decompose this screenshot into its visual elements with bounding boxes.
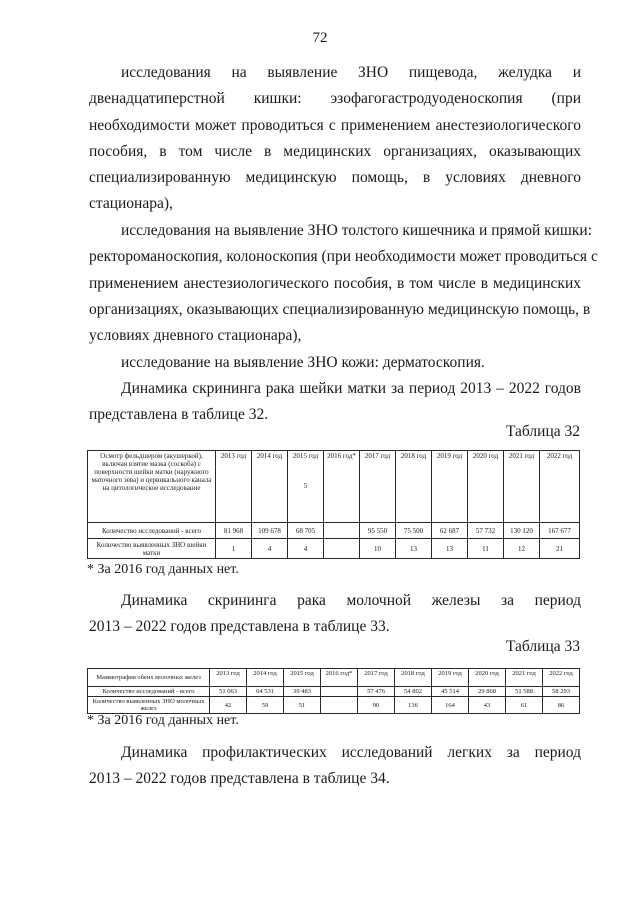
text-line: ректороманоскопия, колоноскопия (при необходимости может проводиться с: [89, 248, 598, 266]
table33-year: 2014 год: [247, 669, 284, 687]
table33-year: 2021 год: [506, 669, 543, 687]
table-cell: 61: [506, 697, 543, 714]
table33-footnote: * За 2016 год данных нет.: [87, 713, 239, 728]
table-cell: [324, 539, 360, 559]
text-line: необходимости может проводиться с применением анестезиологического: [89, 116, 581, 134]
paragraph-colon: [89, 218, 598, 349]
table-cell: 130 120: [504, 523, 540, 539]
table32-header-row: [88, 451, 580, 523]
table32-footnote: * За 2016 год данных нет.: [87, 562, 239, 577]
table-row: [88, 539, 580, 559]
table-cell: 4: [288, 539, 324, 559]
table33-caption: Таблица 33: [505, 638, 580, 655]
text-line: специализированную медицинскую помощь, в условиях дневного: [89, 169, 581, 187]
text-line: исследования на выявление ЗНО пищевода, желудка и: [121, 64, 581, 81]
table-cell: 75 500: [396, 523, 432, 539]
table-cell: 95 550: [360, 523, 396, 539]
table-cell: 86: [543, 697, 580, 714]
table-row: [88, 687, 580, 697]
table33-row-label: Количество исследований - всего: [88, 687, 210, 697]
table-cell: 4: [252, 539, 288, 559]
table32-year: 2017 год: [360, 451, 396, 523]
table-cell: 39 483: [284, 687, 321, 697]
paragraph-cervical-intro: [89, 376, 581, 429]
text-line: 2013 – 2022 годов представлена в таблице 34.: [89, 770, 390, 788]
table33-header-label: Маммография обеих молочных желез: [88, 669, 210, 687]
table-cell: 11: [468, 539, 504, 559]
text-line: организациях, оказывающих специализированную медицинскую помощь, в: [89, 300, 591, 318]
table-cell: 90: [358, 697, 395, 714]
text-line: исследования на выявление ЗНО толстого кишечника и прямой кишки:: [121, 222, 593, 239]
table-row: [88, 523, 580, 539]
table-cell: [321, 687, 358, 697]
table-cell: 51: [284, 697, 321, 714]
table33: [87, 668, 580, 714]
table-cell: [324, 523, 360, 539]
table32: [87, 450, 580, 559]
table32-year: 2019 год: [432, 451, 468, 523]
table-cell: 59: [247, 697, 284, 714]
table33-year: 2022 год: [543, 669, 580, 687]
table33-year: 2015 год: [284, 669, 321, 687]
table32-year: 2013 год: [216, 451, 252, 523]
table-cell: 43: [469, 697, 506, 714]
table32-header-label: Осмотр фельдшером (акушеркой), включая взятие мазка (соскоба) с поверхности шейки матки (наружного маточного зева) и цервикального канала на цитологическое исследование: [88, 451, 216, 523]
table-cell: 68 705: [288, 523, 324, 539]
table32-row-label: Количество выявленных ЗНО шейки матки: [88, 539, 216, 559]
text-line: стационара),: [89, 195, 173, 213]
paragraph-breast-intro: [89, 588, 581, 641]
table32-year: 2021 год: [504, 451, 540, 523]
table-cell: 13: [396, 539, 432, 559]
text-line: исследование на выявление ЗНО кожи: дерматоскопия.: [121, 354, 485, 371]
table-row: [88, 697, 580, 714]
paragraph-lungs-intro: [89, 740, 581, 793]
table-cell: 57 476: [358, 687, 395, 697]
table32-year: 2016 год*: [324, 451, 360, 523]
table-cell: 54 802: [395, 687, 432, 697]
text-line: двенадцатиперстной кишки: эзофагогастродуоденоскопия (при: [89, 90, 581, 108]
table-cell: 10: [360, 539, 396, 559]
table32-mark: 5: [303, 482, 308, 490]
table-cell: 29 868: [469, 687, 506, 697]
table-cell: 164: [432, 697, 469, 714]
table-cell: 167 677: [540, 523, 580, 539]
table32-year-label: 2015 год: [292, 452, 319, 460]
table33-year: 2013 год: [210, 669, 247, 687]
table-cell: 57 732: [468, 523, 504, 539]
table-cell: 21: [540, 539, 580, 559]
table32-year: 2014 год: [252, 451, 288, 523]
table32-year: 2022 год: [540, 451, 580, 523]
table-cell: 109 678: [252, 523, 288, 539]
table33-year: 2020 год: [469, 669, 506, 687]
text-line: Динамика скрининга рака молочной железы за период: [121, 592, 581, 609]
table33-year: 2016 год*: [321, 669, 358, 687]
table33-header-row: [88, 669, 580, 687]
table32-caption: Таблица 32: [505, 423, 580, 440]
table-cell: 45 514: [432, 687, 469, 697]
text-line: пособия, в том числе в медицинских организациях, оказывающих: [89, 142, 581, 160]
text-line: представлена в таблице 32.: [89, 406, 269, 424]
table33-year: 2018 год: [395, 669, 432, 687]
table-cell: 136: [395, 697, 432, 714]
table-cell: 58 293: [543, 687, 580, 697]
text-line: Динамика скрининга рака шейки матки за период 2013 – 2022 годов: [121, 380, 581, 397]
table-cell: 64 531: [247, 687, 284, 697]
page-number: 72: [312, 30, 328, 46]
text-line: применением анестезиологического пособия, в том числе в медицинских: [89, 274, 581, 292]
table33-year: 2019 год: [432, 669, 469, 687]
paragraph-esophagus: [89, 60, 581, 218]
table-cell: 62 687: [432, 523, 468, 539]
text-line: Динамика профилактических исследований легких за период: [121, 744, 581, 761]
table-cell: 12: [504, 539, 540, 559]
paragraph-skin: [89, 350, 581, 376]
table32-year: 2020 год: [468, 451, 504, 523]
text-line: условиях дневного стационара),: [89, 327, 302, 345]
table32-year: 2018 год: [396, 451, 432, 523]
table-cell: 13: [432, 539, 468, 559]
table33-row-label: Количество выявленных ЗНО молочных желез: [88, 697, 210, 714]
table-cell: 42: [210, 697, 247, 714]
table32-row-label: Количество исследований - всего: [88, 523, 216, 539]
text-line: 2013 – 2022 годов представлена в таблице 33.: [89, 618, 390, 636]
table-cell: [321, 697, 358, 714]
table-cell: 51 588: [506, 687, 543, 697]
table-cell: 51 063: [210, 687, 247, 697]
table-cell: 81 968: [216, 523, 252, 539]
table32-year: [288, 451, 324, 523]
table-cell: 1: [216, 539, 252, 559]
table33-year: 2017 год: [358, 669, 395, 687]
